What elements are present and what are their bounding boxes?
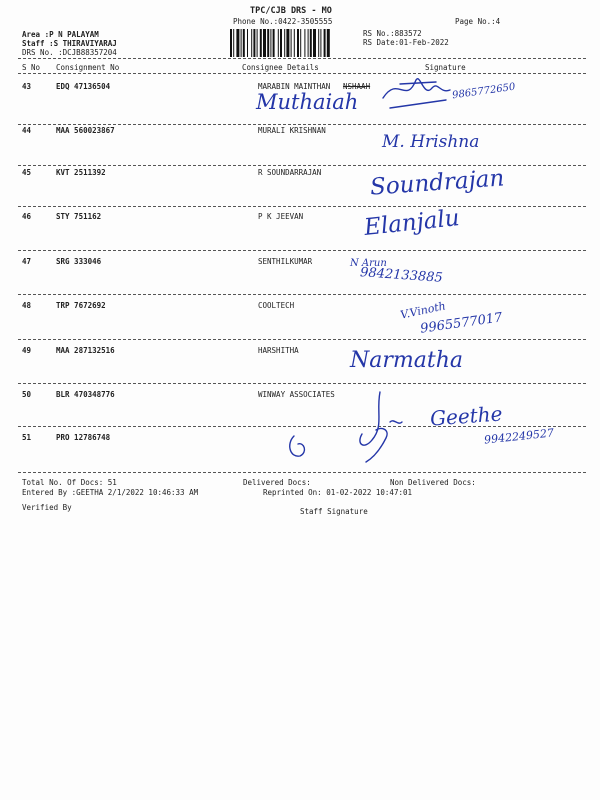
handwritten-phone: 9842133885 — [359, 265, 444, 286]
row-sno: 44 — [22, 126, 32, 135]
row-consignment: TRP 7672692 — [56, 301, 106, 310]
rs-date: RS Date:01-Feb-2022 — [363, 38, 449, 47]
handwritten-phone: 9865772650 — [451, 81, 517, 102]
row-divider — [18, 250, 586, 251]
handwritten-name: Geethe — [429, 401, 504, 431]
row-divider — [18, 383, 586, 384]
row-divider — [18, 206, 586, 207]
row-sno: 50 — [22, 390, 32, 399]
row-consignee: HARSHITHA — [258, 346, 299, 355]
handwritten-phone: 9965577017 — [419, 310, 504, 337]
row-consignment: MAA 560023867 — [56, 126, 115, 135]
document-title: TPC/CJB DRS - MO — [250, 6, 332, 16]
row-consignee: WINWAY ASSOCIATES — [258, 390, 335, 399]
row-sno: 51 — [22, 433, 32, 442]
row-divider — [18, 339, 586, 340]
row-consignment: BLR 470348776 — [56, 390, 115, 399]
delivered-docs: Delivered Docs: — [243, 478, 311, 487]
page-number: Page No.:4 — [455, 17, 501, 26]
row-consignee: P K JEEVAN — [258, 212, 304, 221]
row-sno: 49 — [22, 346, 32, 355]
row-consignee: MARABIN MAINTHAN — [258, 82, 331, 91]
column-sno: S No — [22, 63, 41, 72]
column-signature: Signature — [425, 63, 466, 72]
total-docs: Total No. Of Docs: 51 — [22, 478, 117, 487]
verified-by: Verified By — [22, 503, 72, 512]
phone-number: Phone No.:0422-3505555 — [233, 17, 333, 26]
footer-divider — [18, 472, 586, 473]
handwritten-name: M. Hrishna — [382, 132, 480, 152]
staff-name: Staff :S THIRAVIYARAJ — [22, 39, 117, 48]
barcode — [230, 29, 362, 57]
row-consignment: PRO 12786748 — [56, 433, 111, 442]
row-consignee: R SOUNDARRAJAN — [258, 168, 322, 177]
column-divider — [18, 73, 586, 74]
row-consignment: STY 751162 — [56, 212, 102, 221]
handwritten-name: V.Vinoth — [399, 299, 447, 322]
row-consignee: SENTHILKUMAR — [258, 257, 313, 266]
rs-number: RS No.:883572 — [363, 29, 422, 38]
row-divider — [18, 124, 586, 125]
area: Area :P N PALAYAM — [22, 30, 99, 39]
handwritten-name: Narmatha — [350, 348, 463, 373]
handwritten-name: Elanjalu — [362, 205, 461, 241]
row-consignee: MURALI KRISHNAN — [258, 126, 326, 135]
row-consignment: KVT 2511392 — [56, 168, 106, 177]
column-consignment: Consignment No — [56, 63, 120, 72]
entered-by: Entered By :GEETHA 2/1/2022 10:46:33 AM — [22, 488, 199, 497]
row-consignee-struck: NSHAAH — [343, 82, 371, 91]
row-consignment: MAA 287132516 — [56, 346, 115, 355]
header-divider — [18, 58, 586, 59]
handwritten-signature — [280, 386, 440, 472]
row-sno: 43 — [22, 82, 32, 91]
column-consignee: Consignee Details — [242, 63, 319, 72]
handwritten-phone: 9942249527 — [483, 426, 555, 447]
handwritten-name: Soundrajan — [369, 165, 506, 201]
handwritten-signature — [380, 70, 460, 115]
row-consignment: SRG 333046 — [56, 257, 102, 266]
non-delivered-docs: Non Delivered Docs: — [390, 478, 476, 487]
staff-signature: Staff Signature — [300, 507, 368, 516]
row-sno: 45 — [22, 168, 32, 177]
reprinted-on: Reprinted On: 01-02-2022 10:47:01 — [263, 488, 413, 497]
row-divider — [18, 294, 586, 295]
drs-number: DRS No. :DCJB88357204 — [22, 48, 117, 57]
row-consignment: EDQ 47136504 — [56, 82, 111, 91]
row-sno: 47 — [22, 257, 32, 266]
row-consignee: COOLTECH — [258, 301, 295, 310]
row-sno: 48 — [22, 301, 32, 310]
row-sno: 46 — [22, 212, 32, 221]
handwritten-name: N Arun — [350, 258, 387, 269]
handwritten-name: Muthaiah — [256, 90, 359, 114]
